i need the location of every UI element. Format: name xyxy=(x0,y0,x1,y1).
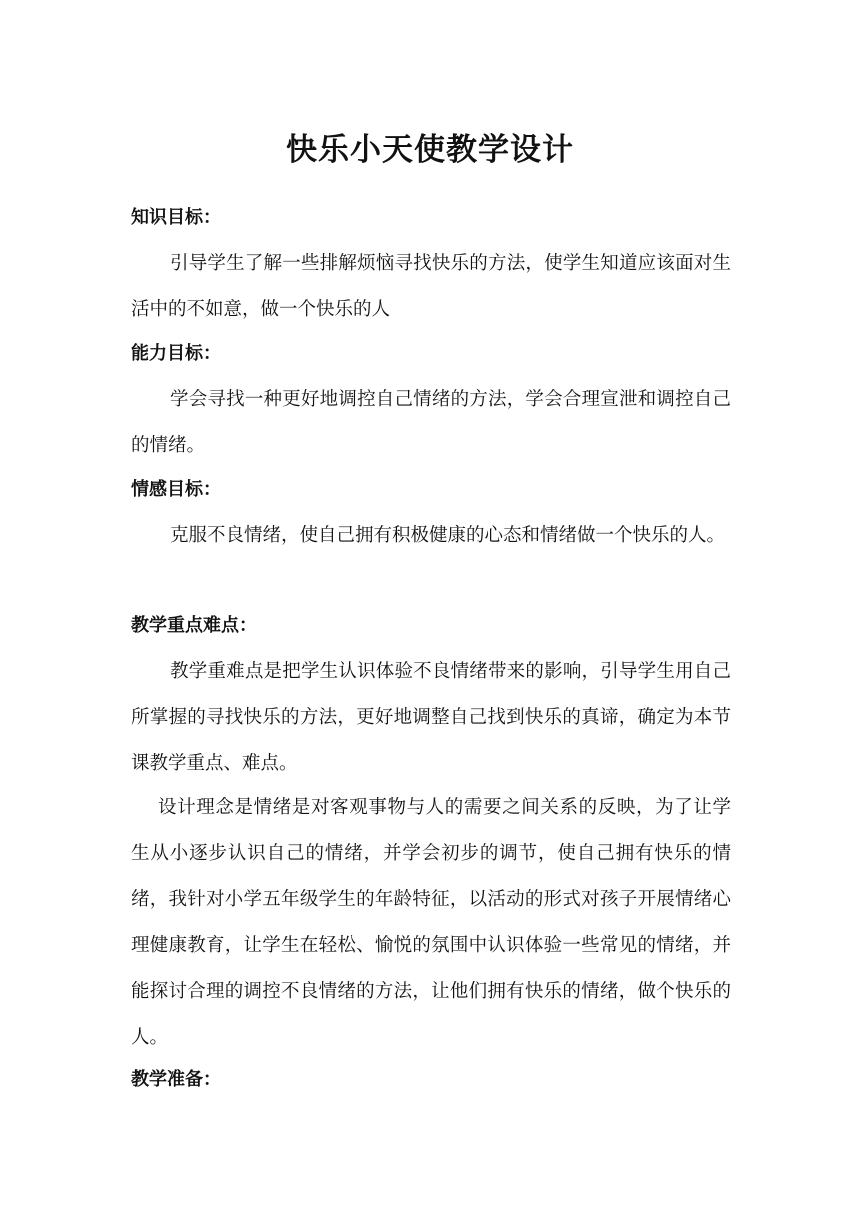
paragraph-emotion-goal: 克服不良情绪，使自己拥有积极健康的心态和情绪做一个快乐的人。 xyxy=(170,525,726,546)
document-title: 快乐小天使教学设计 xyxy=(286,132,574,168)
heading-knowledge-goal: 知识目标： xyxy=(131,207,221,228)
heading-teaching-preparation: 教学准备： xyxy=(131,1069,221,1090)
heading-emotion-goal: 情感目标： xyxy=(131,479,221,500)
paragraph-design-concept: 设计理念是情绪是对客观事物与人的需要之间关系的反映，为了让学生从小逐步认识自己的情绪，并学会初步的调节，使自己拥有快乐的情绪，我针对小学五年级学生的年龄特征，以活动的形式对孩子开展情绪心理健康教育，让学生在轻松、愉悦的氛围中认识体验一些常见的情绪，并能探讨合理的调控不良情绪的方法，让他们拥有快乐的情绪，做个快乐的人。 xyxy=(131,797,731,1048)
heading-key-difficulty: 教学重点难点： xyxy=(131,615,257,636)
heading-ability-goal: 能力目标： xyxy=(131,343,221,364)
paragraph-ability-goal: 学会寻找一种更好地调控自己情绪的方法，学会合理宣泄和调控自己的情绪。 xyxy=(131,389,731,456)
paragraph-knowledge-goal: 引导学生了解一些排解烦恼寻找快乐的方法，使学生知道应该面对生活中的不如意，做一个快乐的人 xyxy=(131,253,731,320)
paragraph-key-difficulty: 教学重难点是把学生认识体验不良情绪带来的影响，引导学生用自己所掌握的寻找快乐的方法，更好地调整自己找到快乐的真谛，确定为本节课教学重点、难点。 xyxy=(131,661,731,774)
